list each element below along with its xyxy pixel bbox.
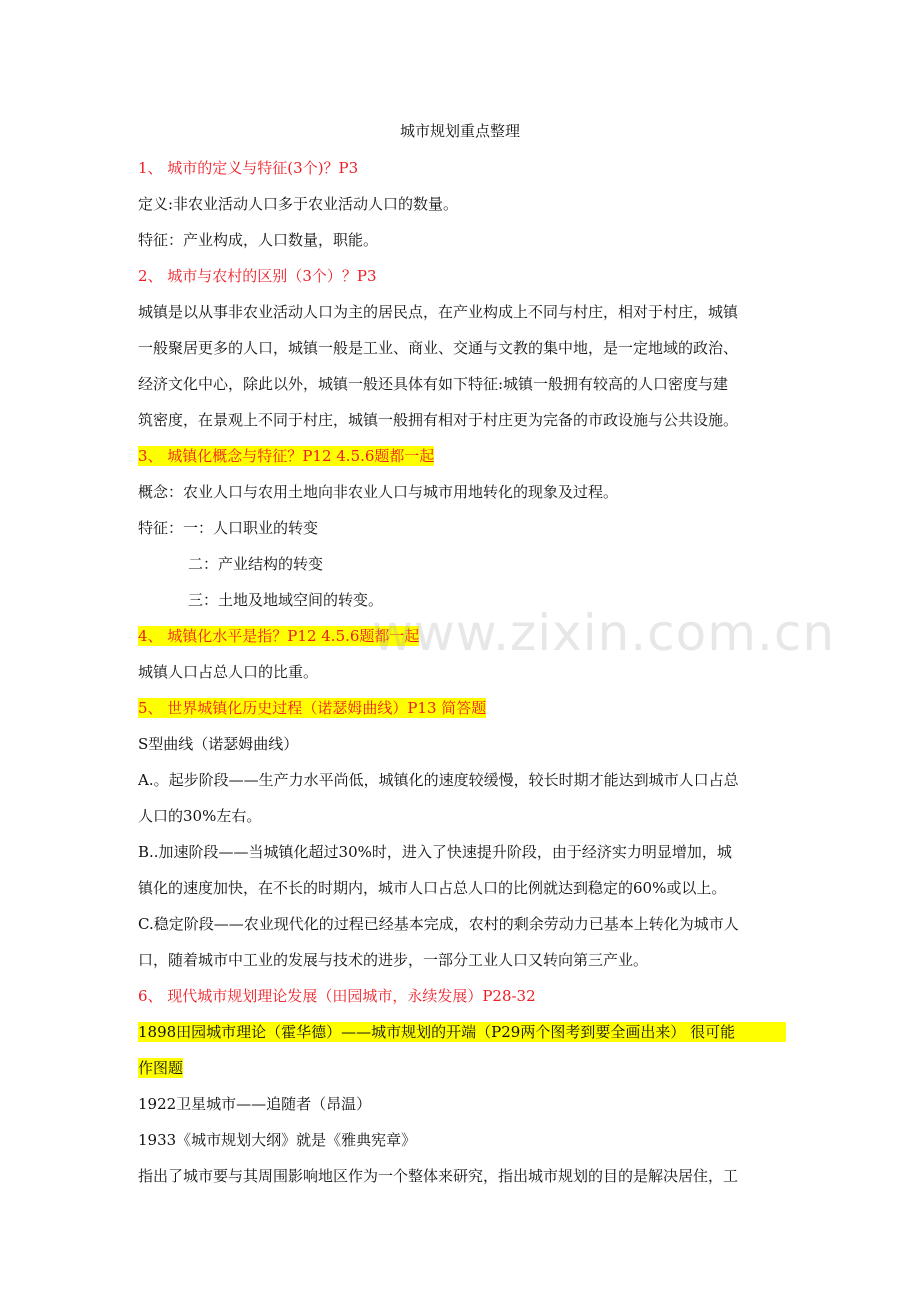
heading-6: 6、 现代城市规划理论发展（田园城市，永续发展）P28-32 <box>138 987 536 1005</box>
paragraph-line: B..加速阶段——当城镇化超过30%时，进入了快速提升阶段，由于经济实力明显增加，城 <box>138 843 732 861</box>
paragraph-line: 指出了城市要与其周围影响地区作为一个整体来研究，指出城市规划的目的是解决居住，工 <box>138 1167 739 1185</box>
paragraph-line: 1922卫星城市——追随者（昂温） <box>138 1095 372 1113</box>
highlighted-text: 作图题 <box>138 1059 184 1077</box>
paragraph-line: 三：土地及地域空间的转变。 <box>188 591 384 609</box>
paragraph-line: 二：产业结构的转变 <box>188 555 324 573</box>
document-title: 城市规划重点整理 <box>399 122 520 140</box>
paragraph-line: 筑密度，在景观上不同于村庄，城镇一般拥有相对于村庄更为完备的市政设施与公共设施。 <box>138 411 739 429</box>
paragraph-line: 经济文化中心，除此以外，城镇一般还具体有如下特征:城镇一般拥有较高的人口密度与建 <box>138 375 729 393</box>
paragraph-line: A.。起步阶段——生产力水平尚低，城镇化的速度较缓慢，较长时期才能达到城市人口占总 <box>138 771 739 789</box>
paragraph-line: 特征：一：人口职业的转变 <box>138 519 319 537</box>
paragraph-line: 人口的30%左右。 <box>138 807 262 825</box>
paragraph-line: 特征：产业构成，人口数量，职能。 <box>138 231 379 249</box>
heading-4 <box>138 626 786 646</box>
paragraph-line: 城镇人口占总人口的比重。 <box>138 663 319 681</box>
paragraph-line: 一般聚居更多的人口，城镇一般是工业、商业、交通与文教的集中地，是一定地域的政治、 <box>138 339 739 357</box>
highlighted-heading-text: 3、 城镇化概念与特征？P12 4.5.6题都一起 <box>138 447 435 465</box>
highlighted-paragraph-line: 1898田园城市理论（霍华德）——城市规划的开端（P29两个图考到要全画出来） 很可能 <box>138 1022 786 1042</box>
paragraph-line: 城镇是以从事非农业活动人口为主的居民点，在产业构成上不同与村庄，相对于村庄，城镇 <box>138 303 739 321</box>
heading-1: 1、 城市的定义与特征(3个)？P3 <box>138 159 359 177</box>
heading-5 <box>138 698 786 718</box>
highlighted-heading-text: 4、 城镇化水平是指？P12 4.5.6题都一起 <box>138 627 420 645</box>
watermark: www.zixin.com.cn <box>372 604 836 662</box>
paragraph-line: 镇化的速度加快，在不长的时期内，城市人口占总人口的比例就达到稳定的60%或以上。 <box>138 879 727 897</box>
paragraph-line: 1933《城市规划大纲》就是《雅典宪章》 <box>138 1131 417 1149</box>
heading-2: 2、 城市与农村的区别（3个）？P3 <box>138 267 377 285</box>
paragraph-line: S型曲线（诺瑟姆曲线） <box>138 735 299 753</box>
highlighted-paragraph-line <box>138 1058 786 1078</box>
paragraph-line: 概念：农业人口与农用土地向非农业人口与城市用地转化的现象及过程。 <box>138 483 619 501</box>
paragraph-line: 定义:非农业活动人口多于农业活动人口的数量。 <box>138 195 459 213</box>
heading-3 <box>138 446 786 466</box>
highlighted-heading-text: 5、 世界城镇化历史过程（诺瑟姆曲线）P13 简答题 <box>138 699 487 717</box>
paragraph-line: C.稳定阶段——农业现代化的过程已经基本完成，农村的剩余劳动力已基本上转化为城市人 <box>138 915 739 933</box>
paragraph-line: 口，随着城市中工业的发展与技术的进步，一部分工业人口又转向第三产业。 <box>138 951 649 969</box>
